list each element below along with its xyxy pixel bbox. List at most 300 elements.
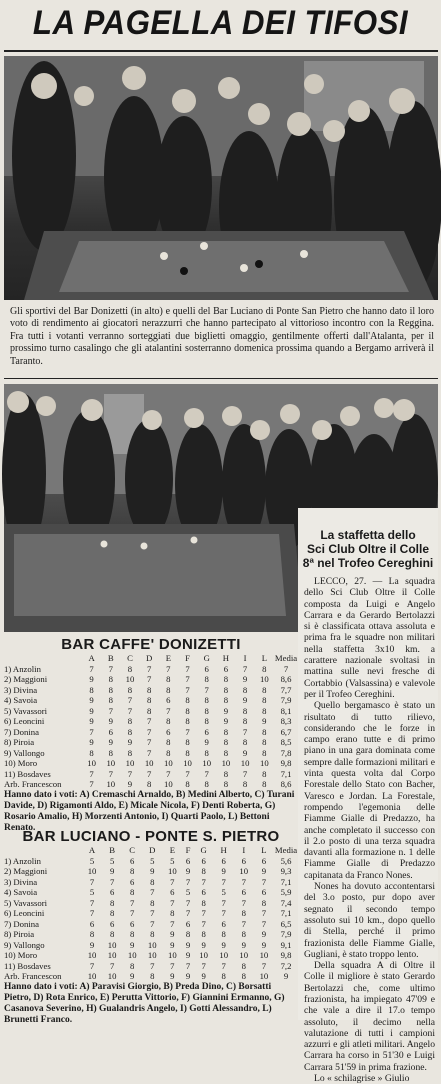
score-cell: 8: [204, 747, 209, 758]
score-cell: 9: [109, 866, 115, 877]
score-cell: 8: [241, 908, 246, 919]
score-cell: 7: [283, 663, 289, 674]
score-cell: 8: [201, 866, 206, 877]
score-cell: 9: [89, 674, 94, 685]
score-cell: 9: [223, 705, 229, 716]
score-cell: 10: [87, 950, 97, 961]
score-cell: 6: [204, 663, 209, 674]
article-paragraph: Della squadra A di Oltre il Colle il migliore è stato Gerardo Bertolazzi che, come ultimo frazionista, ha impiegato 47'09 e che vale a dire il 17.o tempo assoluto, il decimo nella valutazione di tutti i campioni azzurri e gli atleti militari. Angelo Carrara ha corso in 51'30 e Luigi Carrara 51'59 in prima frazione.: [304, 960, 435, 1073]
score-cell: 8: [221, 929, 226, 940]
score-cell: 9: [89, 737, 94, 748]
player-name-cell: 2) Maggioni: [4, 674, 48, 685]
score-cell: 7: [241, 897, 246, 908]
article-title: [298, 528, 438, 570]
score-cell: 10: [87, 866, 97, 877]
header-cell: C: [127, 653, 133, 664]
header-cell: B: [107, 653, 114, 664]
score-cell: 7,7: [280, 684, 292, 695]
score-cell: 8: [130, 960, 135, 971]
player-name-cell: 9) Vallongo: [4, 939, 45, 950]
player-name-cell: 6) Leoncini: [4, 908, 45, 919]
score-cell: 9: [283, 971, 289, 982]
player-name-cell: 6) Leoncini: [4, 716, 45, 727]
score-cell: 10: [125, 674, 135, 685]
score-cell: 9: [130, 971, 135, 982]
ratings-table: [4, 653, 298, 790]
table-row: [4, 769, 298, 780]
score-cell: 8: [261, 897, 267, 908]
score-cell: 10: [147, 939, 157, 950]
score-cell: 6: [223, 663, 229, 674]
score-cell: 8: [127, 684, 133, 695]
score-cell: 7: [201, 876, 206, 887]
score-cell: 8: [242, 684, 248, 695]
score-cell: 10: [260, 758, 269, 769]
score-cell: 7: [89, 768, 94, 779]
score-cell: 7: [221, 897, 226, 908]
score-cell: 9,8: [280, 758, 292, 769]
table-header-row: [4, 845, 298, 856]
score-cell: 7: [127, 695, 133, 706]
table-row: [4, 856, 298, 867]
score-cell: 7: [170, 918, 175, 929]
score-cell: 7: [261, 908, 267, 919]
score-cell: 9: [241, 939, 246, 950]
score-cell: 6: [170, 887, 175, 898]
score-cell: 9: [170, 929, 175, 940]
score-cell: 8: [185, 929, 191, 940]
score-cell: 9: [170, 939, 175, 950]
score-cell: 8: [170, 908, 175, 919]
table-row: [4, 929, 298, 940]
score-cell: 10: [147, 950, 157, 961]
score-cell: 9: [89, 939, 95, 950]
score-cell: 9: [261, 866, 267, 877]
player-name-cell: 10) Moro: [4, 950, 38, 961]
score-cell: 9: [204, 737, 209, 748]
score-cell: 5: [185, 887, 191, 898]
score-cell: 9: [221, 866, 226, 877]
score-cell: 8: [241, 929, 246, 940]
score-cell: 6: [130, 876, 135, 887]
score-cell: 9: [170, 971, 175, 982]
score-cell: 8: [242, 779, 248, 790]
score-cell: 8: [150, 897, 155, 908]
score-cell: 8: [130, 929, 135, 940]
score-cell: 7: [185, 768, 190, 779]
score-cell: 8: [89, 747, 94, 758]
score-cell: 9: [150, 866, 155, 877]
score-cell: 8: [262, 737, 267, 748]
score-cell: 7: [146, 663, 152, 674]
score-cell: 9: [242, 674, 248, 685]
player-name-cell: 5) Vavassori: [4, 897, 48, 908]
score-cell: 10: [202, 758, 212, 769]
score-cell: 8: [262, 684, 267, 695]
score-cell: 6: [166, 695, 171, 706]
score-cell: 10: [87, 971, 97, 982]
score-cell: 5: [150, 855, 155, 866]
score-cell: 10: [107, 939, 117, 950]
table-row: [4, 685, 298, 696]
score-cell: 9,3: [280, 866, 292, 877]
score-cell: 8: [146, 695, 152, 706]
table-row: [4, 866, 298, 877]
score-cell: 9: [89, 716, 94, 727]
table-row: [4, 971, 298, 982]
table-row: [4, 758, 298, 769]
score-cell: 7: [89, 726, 94, 737]
score-cell: 10: [106, 758, 116, 769]
score-cell: 9: [130, 939, 135, 950]
score-cell: 9: [262, 716, 267, 727]
header-cell: L: [261, 845, 267, 856]
player-name-cell: 3) Divina: [4, 876, 38, 887]
score-cell: 7: [166, 768, 171, 779]
header-cell: Media: [274, 653, 298, 664]
player-name-cell: 11) Bosdaves: [4, 768, 51, 779]
score-cell: 7: [109, 960, 115, 971]
score-cell: 10: [87, 758, 96, 769]
score-cell: 7: [221, 876, 226, 887]
score-cell: 8: [127, 663, 133, 674]
header-cell: [4, 653, 82, 664]
header-cell: B: [109, 845, 116, 856]
table-row: [4, 748, 298, 759]
score-cell: 5: [89, 887, 95, 898]
score-cell: 8: [242, 705, 248, 716]
score-cell: 6,7: [280, 726, 292, 737]
table-row: [4, 887, 298, 898]
score-cell: 10: [107, 950, 117, 961]
score-cell: 7: [109, 876, 115, 887]
score-cell: 8: [204, 779, 209, 790]
score-cell: 7: [150, 918, 155, 929]
score-cell: 7,9: [280, 929, 292, 940]
score-cell: 8: [201, 929, 206, 940]
score-cell: 7: [89, 663, 94, 674]
score-cell: 8: [262, 695, 267, 706]
score-cell: 10: [164, 779, 173, 790]
score-cell: 6: [109, 887, 115, 898]
score-cell: 7: [242, 768, 248, 779]
player-name-cell: 11) Bosdaves: [4, 960, 51, 971]
header-cell: I: [242, 845, 246, 856]
score-cell: 6: [201, 887, 206, 898]
score-cell: 10: [239, 950, 249, 961]
photo-bar-donizetti: [4, 56, 438, 300]
table-header-row: [4, 653, 298, 664]
score-cell: 6: [108, 726, 113, 737]
score-cell: 7: [89, 908, 95, 919]
caption-rule: [4, 378, 438, 379]
score-cell: 8: [185, 695, 190, 706]
score-cell: 8,1: [280, 705, 292, 716]
score-cell: 8: [221, 971, 226, 982]
score-cell: 8: [185, 779, 190, 790]
score-cell: 8,6: [280, 674, 292, 685]
score-cell: 7: [242, 663, 248, 674]
score-cell: 7: [185, 674, 190, 685]
score-cell: 6: [261, 855, 267, 866]
score-cell: 8: [109, 897, 115, 908]
score-cell: 9: [223, 716, 229, 727]
score-cell: 6: [221, 918, 226, 929]
score-cell: 7: [241, 918, 246, 929]
score-cell: 8: [262, 747, 267, 758]
score-cell: 10: [239, 866, 249, 877]
ratings-section-donizetti: [4, 636, 298, 834]
score-cell: 7: [185, 908, 191, 919]
score-cell: 10: [221, 758, 231, 769]
score-cell: 9: [108, 737, 113, 748]
score-cell: 7: [150, 887, 155, 898]
table-row: [4, 898, 298, 909]
score-cell: 8,5: [280, 737, 292, 748]
score-cell: 7,9: [280, 695, 292, 706]
table-row: [4, 695, 298, 706]
header-cell: H: [222, 653, 230, 664]
score-cell: 7: [185, 876, 191, 887]
score-cell: 9: [185, 971, 191, 982]
score-cell: 5,6: [280, 855, 292, 866]
score-cell: 9: [242, 695, 248, 706]
score-cell: 9,1: [280, 939, 292, 950]
score-cell: 6: [241, 855, 246, 866]
player-name-cell: Arb. Francescon: [4, 971, 62, 982]
score-cell: 9: [108, 716, 113, 727]
score-cell: 10: [219, 950, 229, 961]
header-cell: E: [169, 845, 175, 856]
voters-note: Hanno dato i voti: A) Paravisi Giorgio, B) Preda Dino, C) Borsatti Pietro, D) Rota Enrico, E) Perutta Vittorio, F) Giannini Ermanno, G) Casanova Severino, H) Gualandris Angelo, I) Gotti Alessandro, L) Brunetti Franco.: [4, 981, 285, 1025]
header-cell: H: [220, 845, 227, 856]
player-name-cell: 1) Anzolin: [4, 855, 41, 866]
score-cell: 7: [201, 918, 206, 929]
table-row: [4, 664, 298, 675]
score-cell: 8: [262, 726, 267, 737]
score-cell: 10: [199, 950, 208, 961]
score-cell: 8: [166, 747, 171, 758]
table-row: [4, 877, 298, 888]
score-cell: 8: [108, 695, 113, 706]
player-name-cell: 3) Divina: [4, 684, 38, 695]
score-cell: 7: [146, 768, 152, 779]
score-cell: 6: [204, 726, 209, 737]
headline-rule: [4, 50, 438, 52]
score-cell: 7: [170, 960, 175, 971]
table-title: BAR CAFFE' DONIZETTI: [61, 636, 241, 653]
score-cell: 10: [183, 758, 192, 769]
ratings-table: [4, 845, 298, 982]
score-cell: 7: [146, 747, 152, 758]
score-cell: 9: [127, 737, 133, 748]
score-cell: 6: [130, 855, 135, 866]
score-cell: 8: [127, 747, 133, 758]
score-cell: 6: [221, 855, 226, 866]
score-cell: 9: [221, 939, 226, 950]
score-cell: 8: [146, 779, 152, 790]
score-cell: 10: [107, 971, 117, 982]
score-cell: 8: [262, 663, 267, 674]
score-cell: 8: [185, 747, 190, 758]
header-cell: G: [200, 845, 207, 856]
player-name-cell: 2) Maggioni: [4, 866, 48, 877]
table-row: [4, 706, 298, 717]
score-cell: 7: [146, 674, 152, 685]
score-cell: 7: [166, 705, 171, 716]
score-cell: 8: [146, 684, 152, 695]
score-cell: 7: [89, 779, 94, 790]
score-cell: 8: [204, 674, 209, 685]
score-cell: 7: [89, 876, 95, 887]
article-title-line: Sci Club Oltre il Colle: [306, 542, 430, 556]
score-cell: 8: [262, 779, 267, 790]
score-cell: 7: [166, 663, 171, 674]
table-row: [4, 674, 298, 685]
score-cell: 7,1: [280, 768, 292, 779]
score-cell: 7: [127, 705, 133, 716]
score-cell: 9: [127, 779, 133, 790]
score-cell: 10: [144, 758, 154, 769]
table-row: [4, 940, 298, 951]
score-cell: 7: [146, 726, 152, 737]
score-cell: 7: [150, 960, 155, 971]
score-cell: 7: [150, 908, 155, 919]
score-cell: 6,5: [280, 918, 292, 929]
score-cell: 9: [261, 939, 267, 950]
score-cell: 8: [185, 705, 190, 716]
score-cell: 10: [164, 758, 173, 769]
score-cell: 8,3: [280, 716, 292, 727]
score-cell: 5: [170, 855, 175, 866]
article-paragraph: Lo « schilagrise » Giulio: [314, 1073, 410, 1084]
score-cell: 8: [185, 716, 190, 727]
score-cell: 7: [185, 960, 191, 971]
score-cell: 8: [204, 705, 209, 716]
score-cell: 7: [201, 960, 206, 971]
score-cell: 5: [89, 855, 95, 866]
score-cell: 10: [260, 674, 269, 685]
header-cell: D: [146, 653, 153, 664]
score-cell: 7: [170, 897, 175, 908]
score-cell: 8: [89, 684, 94, 695]
score-cell: 8: [109, 929, 115, 940]
score-cell: 6: [109, 918, 115, 929]
score-cell: 7: [261, 876, 267, 887]
player-name-cell: 4) Savoia: [4, 695, 38, 706]
score-cell: 8: [223, 674, 229, 685]
player-name-cell: 10) Moro: [4, 758, 38, 769]
score-cell: 7: [204, 768, 209, 779]
player-name-cell: 8) Piroia: [4, 929, 35, 940]
score-cell: 8: [201, 897, 206, 908]
score-cell: 9: [201, 971, 206, 982]
score-cell: 7: [204, 684, 209, 695]
score-cell: 9,8: [280, 950, 292, 961]
ratings-section-luciano: [4, 828, 298, 1026]
table-row: [4, 737, 298, 748]
header-cell: I: [243, 653, 247, 664]
score-cell: 6: [261, 887, 267, 898]
score-cell: 8: [185, 737, 190, 748]
header-cell: G: [203, 653, 210, 664]
score-cell: 9: [89, 695, 94, 706]
score-cell: 10: [125, 758, 135, 769]
table-row: [4, 727, 298, 738]
header-cell: E: [165, 653, 171, 664]
score-cell: 7: [89, 960, 95, 971]
score-cell: 7: [130, 897, 135, 908]
score-cell: 10: [259, 971, 269, 982]
score-cell: 6: [130, 918, 135, 929]
score-cell: 7,8: [280, 747, 292, 758]
table-row: [4, 961, 298, 972]
score-cell: 7: [185, 897, 191, 908]
score-cell: 7: [241, 876, 246, 887]
header-cell: Media: [274, 845, 298, 856]
header-cell: [4, 845, 82, 856]
score-cell: 10: [106, 779, 116, 790]
score-cell: 9: [185, 866, 191, 877]
score-cell: 9: [185, 939, 191, 950]
player-name-cell: 7) Donina: [4, 726, 39, 737]
score-cell: 8: [89, 929, 95, 940]
header-cell: F: [185, 845, 191, 856]
score-cell: 7: [108, 705, 113, 716]
player-name-cell: 9) Vallongo: [4, 747, 45, 758]
score-cell: 7,1: [280, 876, 292, 887]
score-cell: 7: [242, 726, 248, 737]
table-row: [4, 716, 298, 727]
table-title: BAR LUCIANO - PONTE S. PIETRO: [22, 828, 280, 845]
score-cell: 7,2: [280, 960, 292, 971]
article-paragraph: Nones ha dovuto accontentarsi del 3.o posto, pur dopo aver segnato il secondo tempo assoluto sui 10 km., dopo quello di Stella, perché il primo frazionista delle Fiamme Gialle, Gugliani, è stato troppo lento.: [304, 881, 435, 960]
score-cell: 8: [223, 747, 229, 758]
score-cell: 9: [242, 747, 248, 758]
score-cell: 7: [170, 876, 175, 887]
score-cell: 8: [108, 747, 113, 758]
score-cell: 7,1: [280, 908, 292, 919]
score-cell: 8: [146, 705, 152, 716]
score-cell: 9: [89, 705, 94, 716]
player-name-cell: Arb. Francescon: [4, 779, 62, 790]
score-cell: 7: [185, 663, 190, 674]
score-cell: 9: [201, 939, 206, 950]
score-cell: 8: [223, 768, 229, 779]
score-cell: 7: [221, 908, 226, 919]
score-cell: 8: [166, 716, 171, 727]
score-cell: 7,4: [280, 897, 292, 908]
score-cell: 10: [259, 950, 269, 961]
score-cell: 10: [168, 866, 177, 877]
ski-article: [298, 508, 438, 1084]
score-cell: 7: [261, 918, 267, 929]
score-cell: 8: [127, 726, 133, 737]
headline: LA PAGELLA DEI TIFOSI: [32, 4, 409, 42]
score-cell: 8: [242, 716, 248, 727]
score-cell: 7: [130, 908, 135, 919]
score-cell: 8: [150, 876, 155, 887]
score-cell: 8: [223, 684, 229, 695]
score-cell: 8: [130, 887, 135, 898]
score-cell: 8,6: [280, 779, 292, 790]
score-cell: 8: [150, 929, 155, 940]
score-cell: 5: [221, 887, 226, 898]
header-cell: A: [88, 653, 95, 664]
header-cell: A: [88, 845, 96, 856]
score-cell: 7: [108, 663, 113, 674]
score-cell: 8: [166, 674, 171, 685]
